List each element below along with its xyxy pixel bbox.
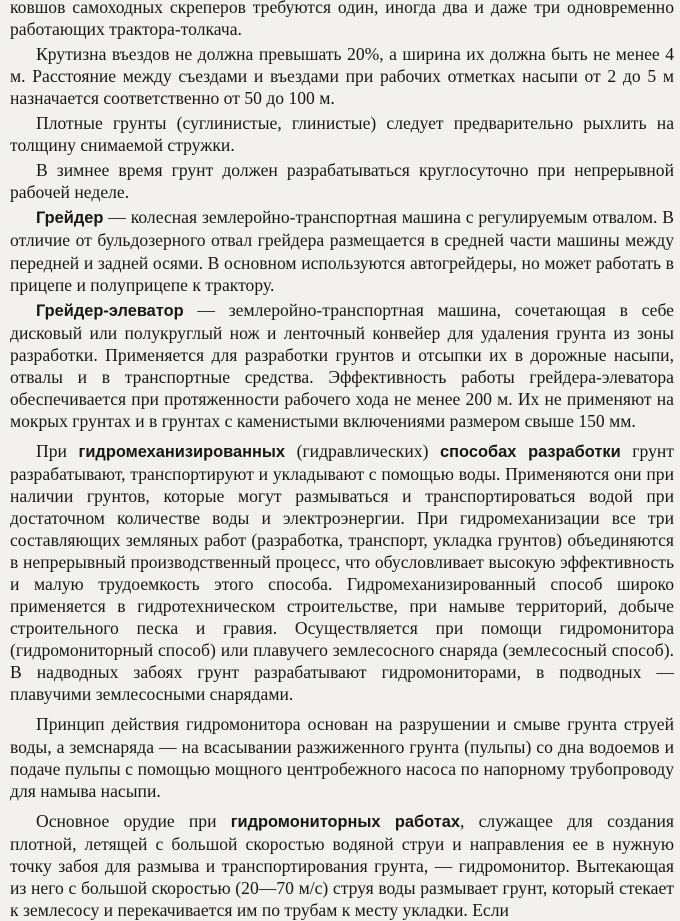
paragraph-text: Плотные грунты (суглинистые, глинистые) следует предварительно рыхлить на толщину снимаемой стружки. (10, 113, 674, 156)
paragraph-monitor-principle (10, 713, 674, 801)
paragraph-grader-elevator (10, 299, 674, 432)
paragraph-text: Принцип действия гидромонитора основан на разрушении и смыве грунта струей воды, а земснаряда — на всасывании разжиженного грунта (пульпы) со дна водоемов и подаче пульпы с помощью мощного центробежного насоса по напорному трубопроводу для намыва насыпи. (10, 714, 674, 801)
paragraph-monitor-works (10, 810, 674, 921)
paragraph-text: Основное орудие при (36, 810, 231, 831)
term-hydromechanized: гидромеханизированных (78, 442, 285, 461)
paragraph-hydromechanized (10, 440, 674, 706)
paragraph-dense-soils (10, 112, 674, 156)
paragraph-scraper-pushers (10, 0, 674, 40)
term-grader: Грейдер (36, 209, 104, 228)
paragraph-text: — колесная землеройно-транспортная машина с регулируемым отвалом. В отличие от бульдозерного отвал грейдера размещается в средней части машины между передней и задней осями. В основном используются автогрейдеры, но может работать в прицепе и полуприцепе к трактору. (10, 207, 674, 295)
paragraph-text: ковшов самоходных скреперов требуются один, иногда два и даже три одновременно работающих трактора-толкача. (10, 0, 674, 40)
paragraph-text: — землеройно-транспортная машина, сочетающая в себе дисковый или полукруглый нож и ленточный конвейер для удаления грунта из зоны разработки. Применяется для разработки грунтов и отсыпки их в дорожные насыпи, отвалы и в транспортные средства. Эффективность работы грейдера-элеватора обеспечивается при протяженности рабочего хода не менее 200 м. Их не применяют на мокрых грунтах и в грунтах с каменистыми включениями размером свыше 150 мм. (10, 299, 674, 431)
paragraph-text: Крутизна въездов не должна превышать 20%, а ширина их должна быть не менее 4 м. Расстояние между съездами и въездами при рабочих отметках насыпи от 2 до 5 м назначается соответственно от 50 до 100 м. (10, 44, 674, 109)
term-monitor-works: гидромониторных работах (230, 812, 461, 831)
paragraph-ramp-slope (10, 43, 674, 109)
paragraph-text: В зимнее время грунт должен разрабатываться круглосуточно при непрерывной рабочей неделе. (10, 160, 674, 203)
term-excavation-methods: способах разработки (440, 442, 621, 461)
paragraph-text: грунт разрабатывают, транспортируют и укладывают с помощью воды. Применяются они при наличии грунтов, которые могут размываться и транспортироваться водой при достаточном количестве воды и электроэнергии. При гидромеханизации все три составляющих земляных работ (разработка, транспорт, укладка грунтов) объединяются в непрерывный производственный процесс, что обусловливает высокую эффективность и малую трудоемкость этого способа. Гидромеханизированный способ широко применяется в гидротехническом строительстве, при намыве территорий, добыче строительного песка и гравия. Осуществляется при помощи гидромонитора (гидромониторный способ) или плавучего землесосного снаряда (землесосный способ). В надводных забоях грунт разрабатывают гидромониторами, в подводных — плавучими землесосными снарядами. (10, 440, 674, 705)
paragraph-text: При (36, 440, 79, 461)
paragraph-text: , служащее для создания плотной, летящей с большой скоростью водяной струи и направления ее в нужную точку забоя для размыва и транспортирования грунта, — гидромонитор. Вытекающая из него с большой скоростью (20—70 м/с) струя воды размывает грунт, который стекает к землесосу и перекачивается им по трубам к месту укладки. Если (10, 810, 675, 920)
paragraph-grader (10, 206, 674, 295)
term-grader-elevator: Грейдер-элеватор (36, 301, 184, 320)
paragraph-text: (гидравлических) (285, 440, 441, 461)
paragraph-winter-work (10, 159, 674, 203)
